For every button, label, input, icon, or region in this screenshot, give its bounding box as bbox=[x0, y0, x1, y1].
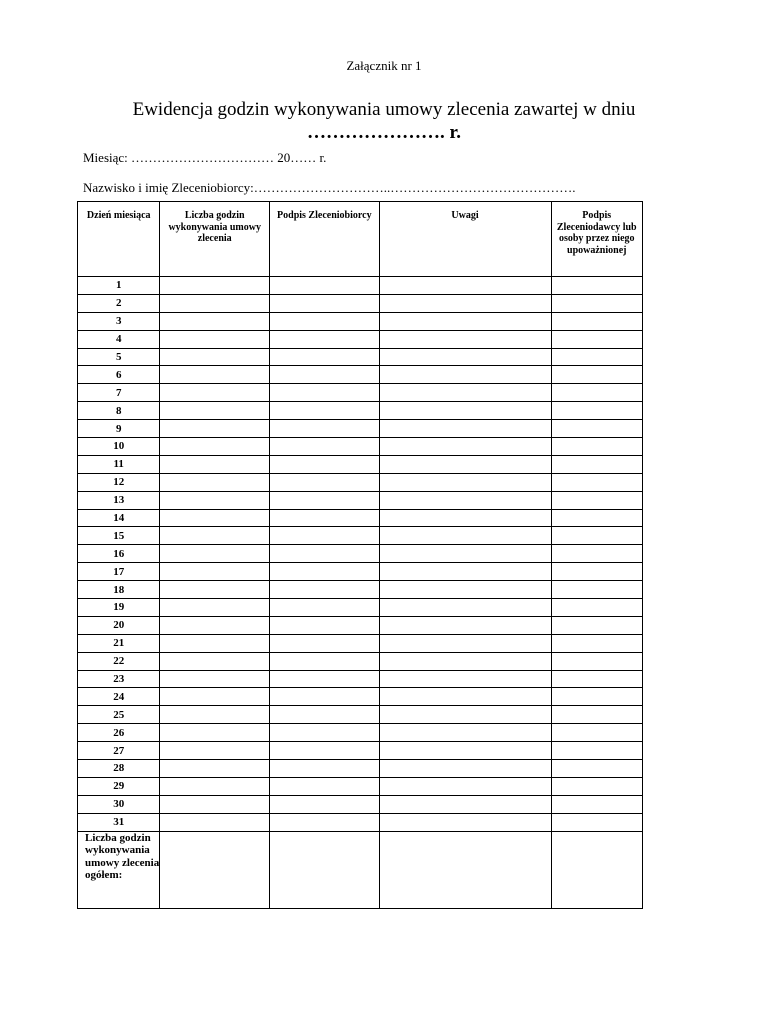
hours-cell[interactable] bbox=[160, 706, 270, 724]
hours-cell[interactable] bbox=[160, 795, 270, 813]
principal-signature-cell[interactable] bbox=[551, 509, 643, 527]
contractor-signature-cell[interactable] bbox=[270, 294, 380, 312]
day-number: 26 bbox=[78, 724, 160, 742]
remarks-cell[interactable] bbox=[379, 277, 551, 295]
table-row bbox=[78, 312, 643, 330]
contractor-signature-cell[interactable] bbox=[270, 688, 380, 706]
hours-cell[interactable] bbox=[160, 455, 270, 473]
day-number: 1 bbox=[78, 277, 160, 295]
total-contractor-signature-cell[interactable] bbox=[270, 831, 380, 908]
table-row bbox=[78, 688, 643, 706]
remarks-cell[interactable] bbox=[379, 330, 551, 348]
remarks-cell[interactable] bbox=[379, 509, 551, 527]
day-number: 9 bbox=[78, 420, 160, 438]
document-title bbox=[0, 98, 768, 144]
contractor-signature-cell[interactable] bbox=[270, 724, 380, 742]
remarks-cell[interactable] bbox=[379, 384, 551, 402]
table-row bbox=[78, 527, 643, 545]
contractor-signature-cell[interactable] bbox=[270, 545, 380, 563]
hours-cell[interactable] bbox=[160, 438, 270, 456]
hours-cell[interactable] bbox=[160, 312, 270, 330]
hours-cell[interactable] bbox=[160, 330, 270, 348]
remarks-cell[interactable] bbox=[379, 545, 551, 563]
remarks-cell[interactable] bbox=[379, 420, 551, 438]
remarks-cell[interactable] bbox=[379, 670, 551, 688]
title-date-line: …………………. r. bbox=[307, 122, 461, 143]
principal-signature-cell[interactable] bbox=[551, 384, 643, 402]
remarks-cell[interactable] bbox=[379, 491, 551, 509]
remarks-cell[interactable] bbox=[379, 813, 551, 831]
principal-signature-cell[interactable] bbox=[551, 294, 643, 312]
contractor-signature-cell[interactable] bbox=[270, 634, 380, 652]
principal-signature-cell[interactable] bbox=[551, 670, 643, 688]
principal-signature-cell[interactable] bbox=[551, 277, 643, 295]
header-principal-signature: Podpis Zleceniodawcy lub osoby przez niego upoważnionej bbox=[551, 202, 643, 277]
header-day: Dzień miesiąca bbox=[78, 202, 160, 277]
hours-cell[interactable] bbox=[160, 366, 270, 384]
remarks-cell[interactable] bbox=[379, 634, 551, 652]
header-remarks: Uwagi bbox=[379, 202, 551, 277]
table-row bbox=[78, 777, 643, 795]
hours-cell[interactable] bbox=[160, 294, 270, 312]
contractor-signature-cell[interactable] bbox=[270, 706, 380, 724]
contractor-signature-cell[interactable] bbox=[270, 760, 380, 778]
day-number: 11 bbox=[78, 455, 160, 473]
day-number: 6 bbox=[78, 366, 160, 384]
remarks-cell[interactable] bbox=[379, 312, 551, 330]
table-row bbox=[78, 402, 643, 420]
contractor-signature-cell[interactable] bbox=[270, 420, 380, 438]
hours-cell[interactable] bbox=[160, 509, 270, 527]
principal-signature-cell[interactable] bbox=[551, 330, 643, 348]
remarks-cell[interactable] bbox=[379, 473, 551, 491]
principal-signature-cell[interactable] bbox=[551, 438, 643, 456]
day-number: 5 bbox=[78, 348, 160, 366]
hours-cell[interactable] bbox=[160, 670, 270, 688]
remarks-cell[interactable] bbox=[379, 742, 551, 760]
hours-cell[interactable] bbox=[160, 688, 270, 706]
principal-signature-cell[interactable] bbox=[551, 312, 643, 330]
contractor-signature-cell[interactable] bbox=[270, 509, 380, 527]
principal-signature-cell[interactable] bbox=[551, 652, 643, 670]
day-number: 29 bbox=[78, 777, 160, 795]
contractor-signature-cell[interactable] bbox=[270, 742, 380, 760]
principal-signature-cell[interactable] bbox=[551, 527, 643, 545]
contractor-signature-cell[interactable] bbox=[270, 670, 380, 688]
hours-cell[interactable] bbox=[160, 277, 270, 295]
header-contractor-signature: Podpis Zleceniobiorcy bbox=[270, 202, 380, 277]
remarks-cell[interactable] bbox=[379, 527, 551, 545]
table-row bbox=[78, 384, 643, 402]
day-number: 19 bbox=[78, 599, 160, 617]
table-row bbox=[78, 581, 643, 599]
month-line: Miesiąc: …………………………… 20…… r. bbox=[83, 150, 327, 165]
principal-signature-cell[interactable] bbox=[551, 634, 643, 652]
remarks-cell[interactable] bbox=[379, 760, 551, 778]
principal-signature-cell[interactable] bbox=[551, 777, 643, 795]
hours-cell[interactable] bbox=[160, 402, 270, 420]
hours-cell[interactable] bbox=[160, 724, 270, 742]
table-row bbox=[78, 366, 643, 384]
remarks-cell[interactable] bbox=[379, 402, 551, 420]
day-number: 22 bbox=[78, 652, 160, 670]
hours-cell[interactable] bbox=[160, 813, 270, 831]
day-number: 8 bbox=[78, 402, 160, 420]
table-row bbox=[78, 563, 643, 581]
table-row bbox=[78, 509, 643, 527]
day-number: 24 bbox=[78, 688, 160, 706]
principal-signature-cell[interactable] bbox=[551, 420, 643, 438]
day-number: 3 bbox=[78, 312, 160, 330]
table-row bbox=[78, 652, 643, 670]
remarks-cell[interactable] bbox=[379, 366, 551, 384]
table-row bbox=[78, 724, 643, 742]
remarks-cell[interactable] bbox=[379, 706, 551, 724]
contractor-signature-cell[interactable] bbox=[270, 366, 380, 384]
hours-cell[interactable] bbox=[160, 652, 270, 670]
day-number: 31 bbox=[78, 813, 160, 831]
hours-cell[interactable] bbox=[160, 348, 270, 366]
principal-signature-cell[interactable] bbox=[551, 563, 643, 581]
hours-cell[interactable] bbox=[160, 616, 270, 634]
remarks-cell[interactable] bbox=[379, 294, 551, 312]
day-number: 16 bbox=[78, 545, 160, 563]
contractor-signature-cell[interactable] bbox=[270, 348, 380, 366]
hours-cell[interactable] bbox=[160, 491, 270, 509]
table-row bbox=[78, 742, 643, 760]
hours-cell[interactable] bbox=[160, 581, 270, 599]
remarks-cell[interactable] bbox=[379, 777, 551, 795]
total-principal-signature-cell[interactable] bbox=[551, 831, 643, 908]
day-number: 15 bbox=[78, 527, 160, 545]
hours-cell[interactable] bbox=[160, 563, 270, 581]
principal-signature-cell[interactable] bbox=[551, 813, 643, 831]
principal-signature-cell[interactable] bbox=[551, 616, 643, 634]
remarks-cell[interactable] bbox=[379, 795, 551, 813]
day-number: 12 bbox=[78, 473, 160, 491]
contractor-signature-cell[interactable] bbox=[270, 616, 380, 634]
day-number: 13 bbox=[78, 491, 160, 509]
day-number: 4 bbox=[78, 330, 160, 348]
hours-cell[interactable] bbox=[160, 545, 270, 563]
principal-signature-cell[interactable] bbox=[551, 473, 643, 491]
day-number: 28 bbox=[78, 760, 160, 778]
table-row bbox=[78, 670, 643, 688]
remarks-cell[interactable] bbox=[379, 438, 551, 456]
contractor-signature-cell[interactable] bbox=[270, 277, 380, 295]
principal-signature-cell[interactable] bbox=[551, 599, 643, 617]
contractor-signature-cell[interactable] bbox=[270, 402, 380, 420]
hours-cell[interactable] bbox=[160, 384, 270, 402]
table-row bbox=[78, 455, 643, 473]
day-number: 21 bbox=[78, 634, 160, 652]
day-number: 14 bbox=[78, 509, 160, 527]
day-number: 2 bbox=[78, 294, 160, 312]
table-row bbox=[78, 348, 643, 366]
header-hours: Liczba godzin wykonywania umowy zlecenia bbox=[160, 202, 270, 277]
remarks-cell[interactable] bbox=[379, 348, 551, 366]
contractor-signature-cell[interactable] bbox=[270, 455, 380, 473]
contractor-signature-cell[interactable] bbox=[270, 527, 380, 545]
day-number: 18 bbox=[78, 581, 160, 599]
contractor-signature-cell[interactable] bbox=[270, 813, 380, 831]
remarks-cell[interactable] bbox=[379, 724, 551, 742]
principal-signature-cell[interactable] bbox=[551, 366, 643, 384]
total-remarks-cell[interactable] bbox=[379, 831, 551, 908]
table-row bbox=[78, 277, 643, 295]
principal-signature-cell[interactable] bbox=[551, 795, 643, 813]
principal-signature-cell[interactable] bbox=[551, 455, 643, 473]
contractor-signature-cell[interactable] bbox=[270, 330, 380, 348]
table-row bbox=[78, 616, 643, 634]
day-number: 17 bbox=[78, 563, 160, 581]
hours-cell[interactable] bbox=[160, 420, 270, 438]
contractor-signature-cell[interactable] bbox=[270, 563, 380, 581]
principal-signature-cell[interactable] bbox=[551, 706, 643, 724]
day-number: 10 bbox=[78, 438, 160, 456]
remarks-cell[interactable] bbox=[379, 563, 551, 581]
table-row bbox=[78, 599, 643, 617]
day-number: 23 bbox=[78, 670, 160, 688]
remarks-cell[interactable] bbox=[379, 599, 551, 617]
hours-table bbox=[77, 201, 643, 909]
principal-signature-cell[interactable] bbox=[551, 348, 643, 366]
hours-cell[interactable] bbox=[160, 760, 270, 778]
hours-cell[interactable] bbox=[160, 473, 270, 491]
day-number: 7 bbox=[78, 384, 160, 402]
principal-signature-cell[interactable] bbox=[551, 760, 643, 778]
contractor-signature-cell[interactable] bbox=[270, 795, 380, 813]
table-row bbox=[78, 330, 643, 348]
contractor-name-line: Nazwisko i imię Zleceniobiorcy:…………………………..……………………………………. bbox=[83, 180, 576, 195]
day-number: 20 bbox=[78, 616, 160, 634]
contractor-signature-cell[interactable] bbox=[270, 599, 380, 617]
principal-signature-cell[interactable] bbox=[551, 581, 643, 599]
table-row bbox=[78, 760, 643, 778]
hours-cell[interactable] bbox=[160, 527, 270, 545]
day-number: 25 bbox=[78, 706, 160, 724]
total-hours-cell[interactable] bbox=[160, 831, 270, 908]
principal-signature-cell[interactable] bbox=[551, 724, 643, 742]
attachment-label: Załącznik nr 1 bbox=[346, 58, 422, 73]
principal-signature-cell[interactable] bbox=[551, 491, 643, 509]
table-row bbox=[78, 294, 643, 312]
hours-cell[interactable] bbox=[160, 777, 270, 795]
contractor-signature-cell[interactable] bbox=[270, 777, 380, 795]
table-header-row bbox=[78, 202, 643, 277]
table-row bbox=[78, 813, 643, 831]
contractor-signature-cell[interactable] bbox=[270, 652, 380, 670]
table-row bbox=[78, 420, 643, 438]
hours-cell[interactable] bbox=[160, 742, 270, 760]
remarks-cell[interactable] bbox=[379, 581, 551, 599]
contractor-signature-cell[interactable] bbox=[270, 438, 380, 456]
day-rows bbox=[78, 277, 643, 832]
hours-cell[interactable] bbox=[160, 599, 270, 617]
title-line-1: Ewidencja godzin wykonywania umowy zlecenia zawartej w dniu bbox=[132, 99, 636, 120]
total-row bbox=[78, 831, 643, 908]
day-number: 27 bbox=[78, 742, 160, 760]
table-row bbox=[78, 438, 643, 456]
contractor-signature-cell[interactable] bbox=[270, 581, 380, 599]
contractor-signature-cell[interactable] bbox=[270, 384, 380, 402]
table-row bbox=[78, 634, 643, 652]
contractor-signature-cell[interactable] bbox=[270, 473, 380, 491]
table-row bbox=[78, 706, 643, 724]
principal-signature-cell[interactable] bbox=[551, 402, 643, 420]
principal-signature-cell[interactable] bbox=[551, 742, 643, 760]
day-number: 30 bbox=[78, 795, 160, 813]
remarks-cell[interactable] bbox=[379, 616, 551, 634]
total-label: Liczba godzin wykonywania umowy zlecenia ogółem: bbox=[78, 831, 160, 908]
principal-signature-cell[interactable] bbox=[551, 688, 643, 706]
principal-signature-cell[interactable] bbox=[551, 545, 643, 563]
contractor-signature-cell[interactable] bbox=[270, 312, 380, 330]
table-row bbox=[78, 545, 643, 563]
remarks-cell[interactable] bbox=[379, 455, 551, 473]
contractor-signature-cell[interactable] bbox=[270, 491, 380, 509]
hours-cell[interactable] bbox=[160, 634, 270, 652]
table-row bbox=[78, 473, 643, 491]
table-row bbox=[78, 491, 643, 509]
table-row bbox=[78, 795, 643, 813]
remarks-cell[interactable] bbox=[379, 652, 551, 670]
remarks-cell[interactable] bbox=[379, 688, 551, 706]
